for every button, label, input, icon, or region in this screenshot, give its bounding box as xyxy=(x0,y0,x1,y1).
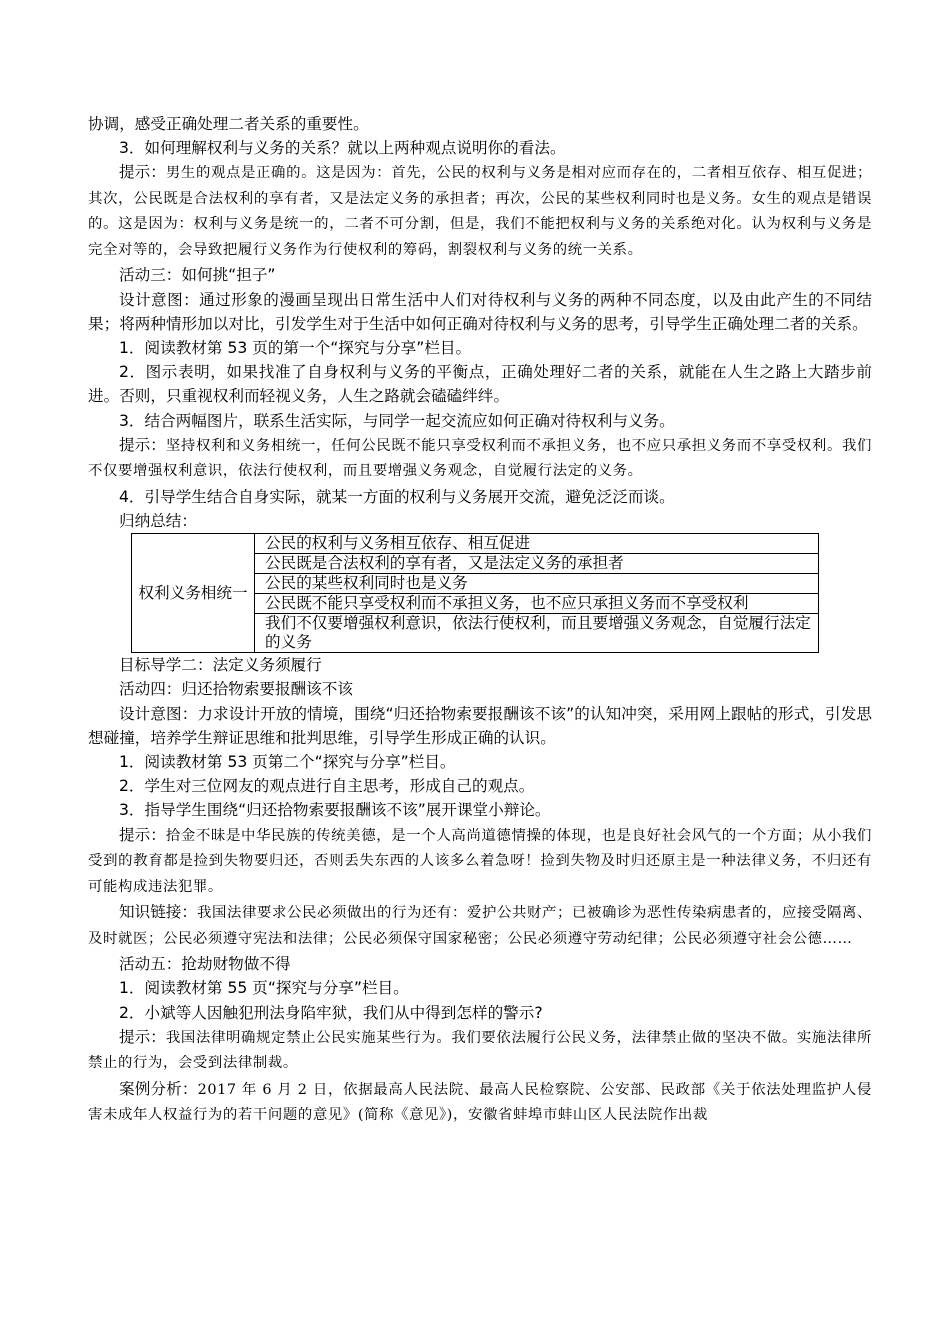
case-analysis-body: 2017 年 6 月 2 日，依据最高人民法院、最高人民检察院、公安部、民政部《关于依法处理监护人侵害未成年人权益行为的若干问题的意见》(简称《意见》)，安徽省蚌埠市蚌山区人民法院作出裁 xyxy=(88,1081,872,1124)
hint-paragraph xyxy=(88,160,872,263)
activity-4-heading: 活动四：归还拾物索要报酬该不该 xyxy=(119,680,353,699)
step-1: 1．阅读教材第 55 页“探究与分享”栏目。 xyxy=(119,979,409,998)
hint-label: 提示： xyxy=(119,1027,166,1046)
step-2: 2．学生对三位网友的观点进行自主思考，形成自己的观点。 xyxy=(119,777,535,796)
hint-body: 坚持权利和义务相统一，任何公民既不能只享受权利而不承担义务，也不应只承担义务而不享受权利。我们不仅要增强权利意识，依法行使权利，而且要增强义务观念，自觉履行法定的义务。 xyxy=(88,437,872,480)
activity-5-heading: 活动五：抢劫财物做不得 xyxy=(119,955,291,974)
question-3: 3．如何理解权利与义务的关系？就以上两种观点说明你的看法。 xyxy=(119,139,566,158)
hint-paragraph xyxy=(88,823,872,901)
hint-body: 拾金不昧是中华民族的传统美德，是一个人高尚道德情操的体现，也是良好社会风气的一个方面；从小我们受到的教育都是捡到失物要归还，否则丢失东西的人该多么着急呀！捡到失物及时归还原主是一种法律义务，不归还有可能构成违法犯罪。 xyxy=(88,827,872,895)
table-cell: 公民既是合法权利的享有者，又是法定义务的承担者 xyxy=(255,554,819,574)
case-analysis-label: 案例分析： xyxy=(119,1079,198,1098)
knowledge-link-body: 我国法律要求公民必须做出的行为还有：爱护公共财产；已被确诊为恶性传染病患者的，应接受隔离、及时就医；公民必须遵守宪法和法律；公民必须保守国家秘密；公民必须遵守劳动纪律；公民必须遵守社会公德…… xyxy=(88,905,872,947)
table-cell: 公民的权利与义务相互依存、相互促进 xyxy=(255,534,819,554)
activity-3-heading: 活动三：如何挑“担子” xyxy=(119,266,276,285)
step-3: 3．指导学生围绕“归还拾物索要报酬该不该”展开课堂小辩论。 xyxy=(119,801,551,820)
hint-label: 提示： xyxy=(119,163,166,182)
design-intent: 设计意图：力求设计开放的情境，围绕“归还拾物索要报酬该不该”的认知冲突，采用网上跟帖的形式，引发思想碰撞，培养学生辩证思维和批判思维，引导学生形成正确的认识。 xyxy=(88,704,872,747)
knowledge-link xyxy=(88,900,872,952)
knowledge-link-label: 知识链接： xyxy=(119,903,198,922)
table-cell: 我们不仅要增强权利意识，依法行使权利，而且要增强义务观念，自觉履行法定的义务 xyxy=(255,614,819,653)
step-2: 2．小斌等人因触犯刑法身陷牢狱，我们从中得到怎样的警示? xyxy=(119,1003,543,1022)
step-2: 2．图示表明，如果找准了自身权利与义务的平衡点，正确处理好二者的关系，就能在人生之路上大踏步前进。否则，只重视权利而轻视义务，人生之路就会磕磕绊绊。 xyxy=(88,363,872,406)
goal-2-heading: 目标导学二：法定义务须履行 xyxy=(119,656,322,675)
hint-paragraph xyxy=(88,1025,872,1077)
paragraph: 协调，感受正确处理二者关系的重要性。 xyxy=(88,115,369,133)
step-4: 4．引导学生结合自身实际，就某一方面的权利与义务展开交流，避免泛泛而谈。 xyxy=(119,487,675,506)
summary-label: 归纳总结： xyxy=(119,512,197,531)
design-intent: 设计意图：通过形象的漫画呈现出日常生活中人们对待权利与义务的两种不同态度，以及由此产生的不同结果；将两种情形加以对比，引发学生对于生活中如何正确对待权利与义务的思考，引导学生正确处理二者的关系。 xyxy=(88,290,872,333)
hint-body: 男生的观点是正确的。这是因为：首先，公民的权利与义务是相对应而存在的，二者相互依存、相互促进；其次，公民既是合法权利的享有者，又是法定义务的承担者；再次，公民的某些权利同时也是义务。女生的观点是错误的。这是因为：权利与义务是统一的，二者不可分割，但是，我们不能把权利与义务的关系绝对化。认为权利与义务是完全对等的，会导致把履行义务作为行使权利的筹码，割裂权利与义务的统一关系。 xyxy=(88,165,872,258)
step-1: 1．阅读教材第 53 页的第一个“探究与分享”栏目。 xyxy=(119,339,472,358)
table-row xyxy=(132,534,819,554)
step-1: 1．阅读教材第 53 页第二个“探究与分享”栏目。 xyxy=(119,753,456,772)
hint-body: 我国法律明确规定禁止公民实施某些行为。我们要依法履行公民义务，法律禁止做的坚决不做。实施法律所禁止的行为，会受到法律制裁。 xyxy=(88,1029,872,1072)
summary-table xyxy=(131,533,819,653)
table-cell: 公民既不能只享受权利而不承担义务，也不应只承担义务而不享受权利 xyxy=(255,594,819,614)
hint-label: 提示： xyxy=(119,825,166,844)
hint-label: 提示： xyxy=(119,435,166,454)
step-3: 3．结合两幅图片，联系生活实际，与同学一起交流应如何正确对待权利与义务。 xyxy=(119,411,675,430)
hint-paragraph xyxy=(88,433,872,485)
case-analysis xyxy=(88,1077,872,1129)
summary-table-left-cell: 权利义务相统一 xyxy=(132,534,255,653)
document-page xyxy=(88,112,872,1129)
table-cell: 公民的某些权利同时也是义务 xyxy=(255,574,819,594)
